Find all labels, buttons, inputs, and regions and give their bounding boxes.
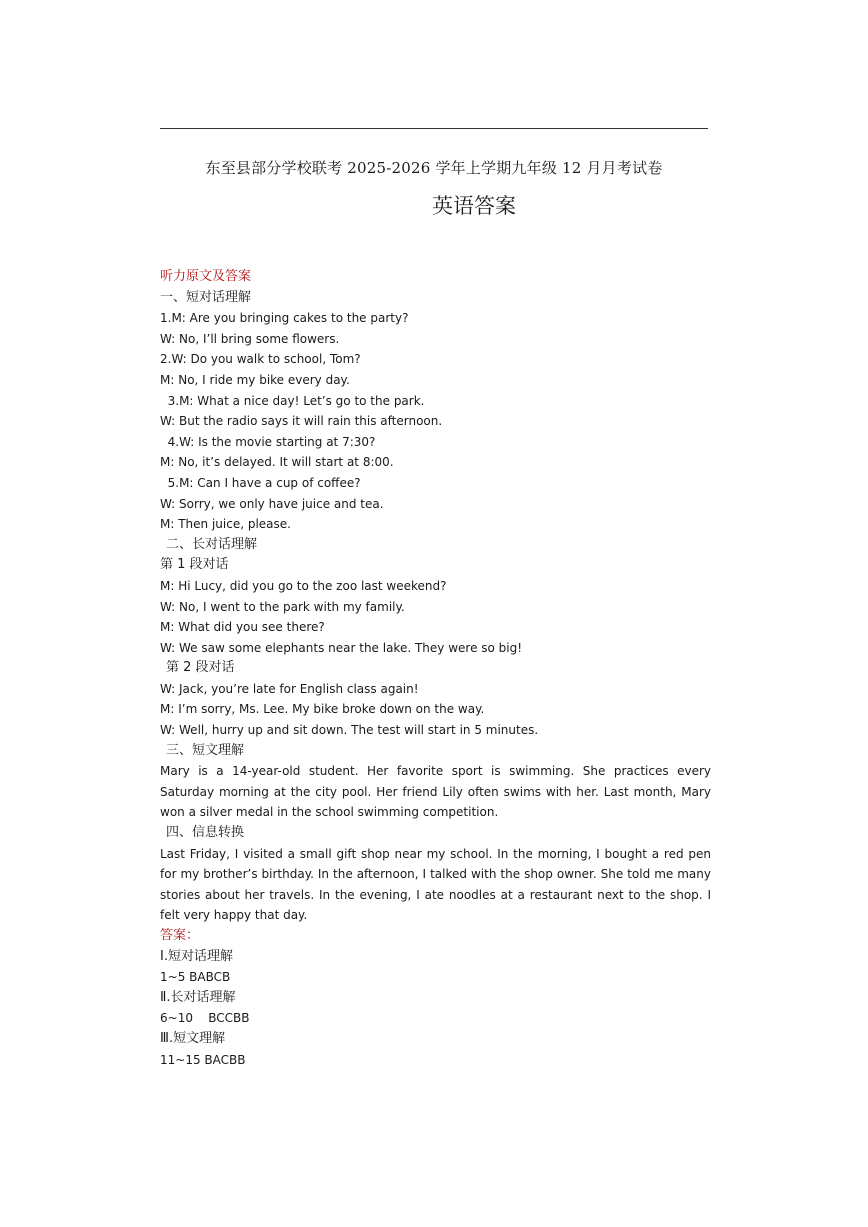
part4-passage: Last Friday, I visited a small gift shop near my school. In the morning, I bought a red pen for my brother’s birthday. In the afternoon, I talked with the shop owner. She told me many stories about her travels. In the evening, I ate noodles at a restaurant next to the shop. I felt very happy that day. xyxy=(160,846,711,923)
dialogue-line: M: What did you see there? xyxy=(160,620,325,635)
dialogue-line: M: I’m sorry, Ms. Lee. My bike broke down on the way. xyxy=(160,702,485,717)
dialogue-line: 4.W: Is the movie starting at 7:30? xyxy=(160,434,376,449)
dialogue-line: W: Sorry, we only have juice and tea. xyxy=(160,496,384,511)
header-rule xyxy=(160,128,708,129)
answer-key: 11~15 BACBB xyxy=(160,1052,246,1067)
answer-section-title: Ⅱ.长对话理解 xyxy=(160,989,236,1005)
dialogue-line: M: Hi Lucy, did you go to the zoo last weekend? xyxy=(160,578,447,593)
page-title: 英语答案 xyxy=(432,194,516,218)
dialog1-title: 第 1 段对话 xyxy=(160,557,229,573)
answers-heading: 答案： xyxy=(160,928,200,943)
document-body xyxy=(160,267,711,1070)
part2-title: 二、长对话理解 xyxy=(166,536,258,552)
part3-passage: Mary is a 14-year-old student. Her favorite sport is swimming. She practices every Saturday morning at the city pool. Her friend Lily often swims with her. Last month, Mary won a silver medal in the school swimming competition. xyxy=(160,764,711,820)
listening-heading: 听力原文及答案 xyxy=(160,269,252,284)
dialogue-line: M: No, it’s delayed. It will start at 8:00. xyxy=(160,455,394,470)
part1-dialogues xyxy=(160,308,711,535)
answer-list xyxy=(160,947,711,1071)
answer-section-title: Ⅰ.短对话理解 xyxy=(160,948,233,964)
dialog2-title: 第 2 段对话 xyxy=(166,660,235,676)
dialogue-line: 2.W: Do you walk to school, Tom? xyxy=(160,352,361,367)
dialogue-line: W: No, I’ll bring some flowers. xyxy=(160,331,340,346)
dialogue-line: W: Jack, you’re late for English class again! xyxy=(160,681,419,696)
part1-title: 一、短对话理解 xyxy=(160,289,252,305)
answer-key: 6~10 BCCBB xyxy=(160,1011,250,1026)
part4-title: 四、信息转换 xyxy=(166,825,245,841)
dialogue-line: W: But the radio says it will rain this afternoon. xyxy=(160,414,443,429)
dialogue-line: M: No, I ride my bike every day. xyxy=(160,372,350,387)
dialogue-line: 3.M: What a nice day! Let’s go to the park. xyxy=(160,393,425,408)
dialogue-line: 1.M: Are you bringing cakes to the party? xyxy=(160,311,409,326)
dialogue-line: M: Then juice, please. xyxy=(160,517,291,532)
dialogue-line: W: Well, hurry up and sit down. The test will start in 5 minutes. xyxy=(160,723,539,738)
part3-title: 三、短文理解 xyxy=(166,742,245,758)
answer-key: 1~5 BABCB xyxy=(160,970,231,985)
dialogue-line: W: No, I went to the park with my family. xyxy=(160,599,405,614)
dialog2-lines xyxy=(160,679,711,741)
exam-header: 东至县部分学校联考 2025-2026 学年上学期九年级 12 月月考试卷 xyxy=(205,159,663,177)
dialog1-lines xyxy=(160,576,711,658)
answer-section-title: Ⅲ.短文理解 xyxy=(160,1030,226,1046)
dialogue-line: 5.M: Can I have a cup of coffee? xyxy=(160,475,361,490)
dialogue-line: W: We saw some elephants near the lake. They were so big! xyxy=(160,640,523,655)
